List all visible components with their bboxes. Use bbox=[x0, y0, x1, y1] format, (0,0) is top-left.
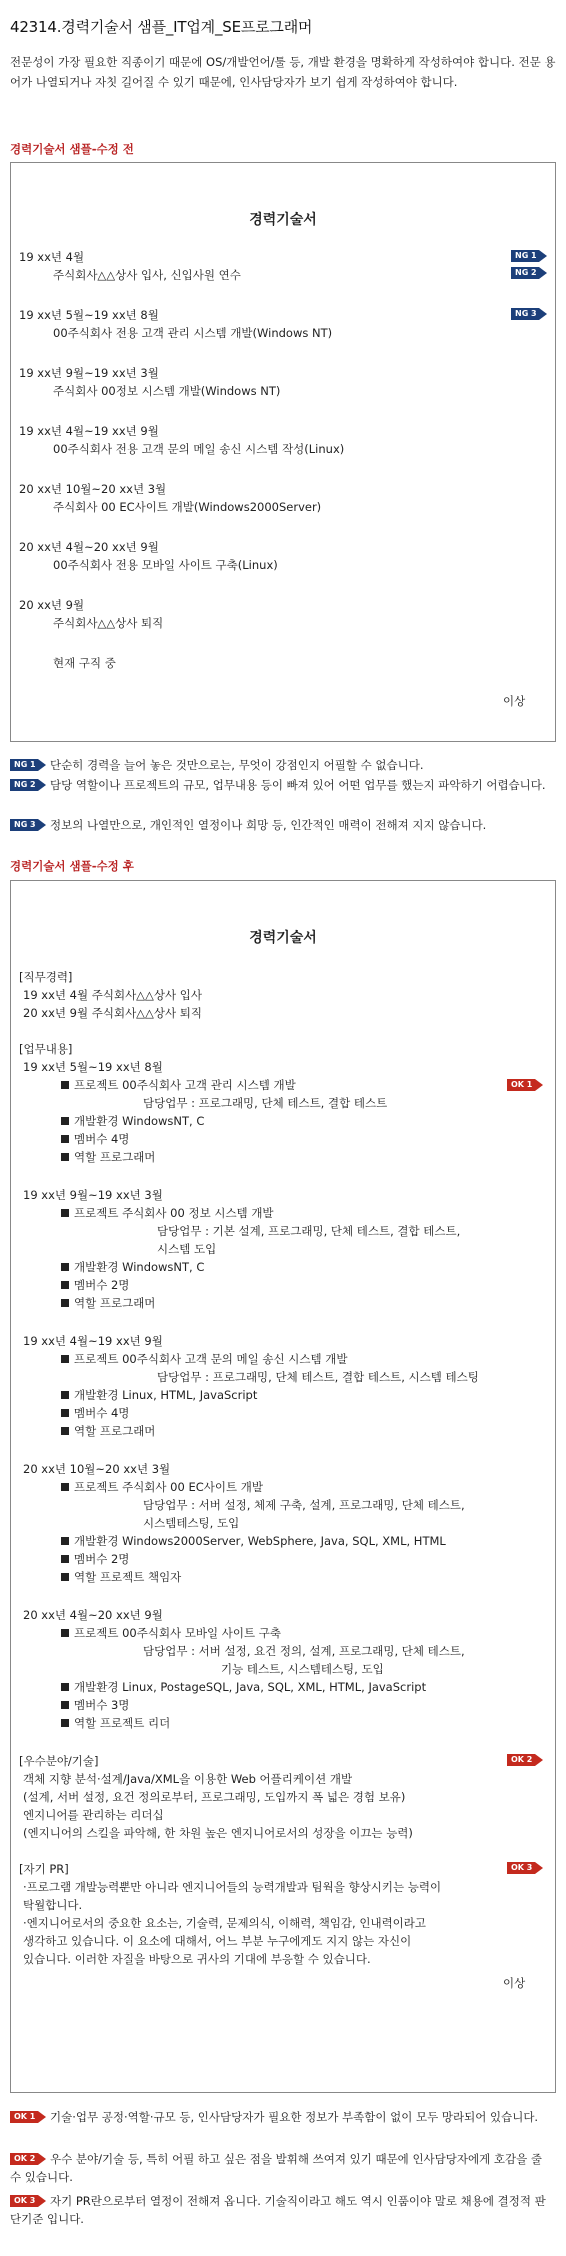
project-4-role bbox=[61, 1569, 181, 1585]
before-desc-3: 주식회사 00정보 시스템 개발(Windows NT) bbox=[53, 384, 281, 398]
before-box bbox=[10, 162, 556, 742]
after-box bbox=[10, 880, 556, 2093]
project-4-env bbox=[61, 1533, 446, 1549]
ng1-badge-label: NG 1 bbox=[515, 251, 537, 260]
before-date-4: 19 xx년 4월~19 xx년 9월 bbox=[19, 424, 159, 438]
project-3-role-text: 역할 프로그래머 bbox=[74, 1424, 156, 1438]
ok1-note-badge bbox=[10, 2111, 46, 2123]
project-2-env bbox=[61, 1259, 204, 1275]
career-label: [직무경력] bbox=[19, 970, 73, 984]
before-box-title: 경력기술서 bbox=[249, 212, 317, 228]
project-1-date: 19 xx년 5월~19 xx년 8월 bbox=[23, 1060, 163, 1074]
project-2-name bbox=[61, 1205, 274, 1221]
ng2-badge-label: NG 2 bbox=[515, 268, 537, 277]
project-1-env bbox=[61, 1113, 204, 1129]
before-desc-4: 00주식회사 전용 고객 문의 메일 송신 시스템 작성(Linux) bbox=[53, 442, 345, 456]
ng-note-2 bbox=[10, 776, 556, 794]
pr-line-3: ·엔지니어로서의 중요한 요소는, 기술력, 문제의식, 이해력, 책임감, 인내력이라고 bbox=[23, 1916, 427, 1930]
bullet-square bbox=[61, 1117, 69, 1125]
bullet-square bbox=[61, 1153, 69, 1161]
intro-text: 전문성이 가장 필요한 직종이기 때문에 OS/개발언어/툴 등, 개발 환경을 명확하게 작성하여야 합니다. 전문 용어가 나열되거나 자칫 길어질 수 있기 때문에, 인사담당자가 보기 쉽게 작성하여야 합니다. bbox=[10, 55, 556, 89]
before-desc-7: 주식회사△△상사 퇴직 bbox=[53, 616, 164, 630]
ng2-note-badge-label: NG 2 bbox=[14, 780, 36, 789]
project-2-name-text: 프로젝트 주식회사 00 정보 시스템 개발 bbox=[74, 1206, 274, 1220]
before-date-1: 19 xx년 4월 bbox=[19, 250, 85, 264]
ok-note-2-text: 우수 분야/기술 등, 특히 어필 하고 싶은 점을 발휘해 쓰여져 있기 때문에 인사담당자에게 호감을 줄 수 있습니다. bbox=[10, 2152, 542, 2184]
before-date-3: 19 xx년 9월~19 xx년 3월 bbox=[19, 366, 159, 380]
specialty-line-1: 객체 지향 분석·설계/Java/XML을 이용한 Web 어플리케이션 개발 bbox=[23, 1772, 353, 1786]
bullet-square bbox=[61, 1483, 69, 1491]
ok2-badge-label: OK 2 bbox=[511, 1755, 533, 1764]
ok3-note-badge-label: OK 3 bbox=[14, 2196, 36, 2205]
project-3-env bbox=[61, 1387, 257, 1403]
project-3-name-text: 프로젝트 00주식회사 고객 문의 메일 송신 시스템 개발 bbox=[74, 1352, 348, 1366]
project-4-name-text: 프로젝트 주식회사 00 EC사이트 개발 bbox=[74, 1480, 263, 1494]
ok-note-3 bbox=[10, 2192, 556, 2228]
project-3-role bbox=[61, 1423, 155, 1439]
project-4-name bbox=[61, 1479, 263, 1495]
ok1-note-badge-label: OK 1 bbox=[14, 2112, 36, 2121]
bullet-square bbox=[61, 1391, 69, 1399]
pr-line-5: 있습니다. 이러한 자질을 바탕으로 귀사의 기대에 부응할 수 있습니다. bbox=[23, 1952, 371, 1966]
ok2-note-badge-label: OK 2 bbox=[14, 2154, 36, 2163]
project-5-name bbox=[61, 1625, 281, 1641]
project-5-role-text: 역할 프로젝트 리더 bbox=[74, 1716, 171, 1730]
after-end: 이상 bbox=[503, 1976, 526, 1990]
ok3-badge bbox=[507, 1862, 543, 1874]
ok1-badge-label: OK 1 bbox=[511, 1080, 533, 1089]
specialty-line-3: 엔지니어를 관리하는 리더십 bbox=[23, 1808, 164, 1822]
project-4-members-text: 멤버수 2명 bbox=[74, 1552, 130, 1566]
bullet-square bbox=[61, 1409, 69, 1417]
project-4-date: 20 xx년 10월~20 xx년 3월 bbox=[23, 1462, 171, 1476]
ng-note-1-text: 단순히 경력을 늘어 놓은 것만으로는, 무엇이 강점인지 어필할 수 없습니다. bbox=[50, 758, 424, 772]
ok3-badge-label: OK 3 bbox=[511, 1863, 533, 1872]
project-3-name bbox=[61, 1351, 348, 1367]
project-3-date: 19 xx년 4월~19 xx년 9월 bbox=[23, 1334, 163, 1348]
bullet-square bbox=[61, 1263, 69, 1271]
after-box-title: 경력기술서 bbox=[249, 930, 317, 946]
pr-line-4: 생각하고 있습니다. 이 요소에 대해서, 어느 부분 누구에게도 지지 않는 자신이 bbox=[23, 1934, 412, 1948]
before-desc-2: 00주식회사 전용 고객 관리 시스템 개발(Windows NT) bbox=[53, 326, 333, 340]
ok3-note-badge bbox=[10, 2195, 46, 2207]
project-5-members bbox=[61, 1697, 129, 1713]
project-4-role-text: 역할 프로젝트 책임자 bbox=[74, 1570, 182, 1584]
ng3-note-badge bbox=[10, 819, 46, 831]
before-current: 현재 구직 중 bbox=[53, 656, 116, 670]
ng-note-1 bbox=[10, 756, 556, 774]
project-5-duty-2: 기능 테스트, 시스템테스팅, 도입 bbox=[221, 1662, 384, 1676]
project-1-duty-1: 담당업무 : 프로그래밍, 단체 테스트, 결합 테스트 bbox=[143, 1096, 388, 1110]
bullet-square bbox=[61, 1537, 69, 1545]
project-1-members-text: 멤버수 4명 bbox=[74, 1132, 130, 1146]
project-5-members-text: 멤버수 3명 bbox=[74, 1698, 130, 1712]
before-date-7: 20 xx년 9월 bbox=[19, 598, 85, 612]
before-heading: 경력기술서 샘플-수정 전 bbox=[10, 142, 134, 156]
pr-line-2: 탁월합니다. bbox=[23, 1898, 83, 1912]
ok2-note-badge bbox=[10, 2153, 46, 2165]
ok2-badge bbox=[507, 1754, 543, 1766]
ng-note-3 bbox=[10, 816, 556, 834]
ng2-badge bbox=[511, 267, 547, 279]
bullet-square bbox=[61, 1701, 69, 1709]
ng3-badge-label: NG 3 bbox=[515, 309, 537, 318]
ng3-note-badge-label: NG 3 bbox=[14, 820, 36, 829]
project-1-role-text: 역할 프로그래머 bbox=[74, 1150, 156, 1164]
specialty-line-2: (설계, 서버 설정, 요건 정의로부터, 프로그래밍, 도입까지 폭 넓은 경험 보유) bbox=[23, 1790, 406, 1804]
project-3-members-text: 멤버수 4명 bbox=[74, 1406, 130, 1420]
project-5-env-text: 개발환경 Linux, PostageSQL, Java, SQL, XML, HTML, JavaScript bbox=[74, 1680, 427, 1694]
project-2-duty-2: 시스템 도입 bbox=[157, 1242, 217, 1256]
project-2-members bbox=[61, 1277, 129, 1293]
before-date-5: 20 xx년 10월~20 xx년 3월 bbox=[19, 482, 167, 496]
project-5-duty-1: 담당업무 : 서버 설정, 요건 정의, 설계, 프로그래밍, 단체 테스트, bbox=[143, 1644, 465, 1658]
bullet-square bbox=[61, 1683, 69, 1691]
ok1-badge bbox=[507, 1079, 543, 1091]
project-2-date: 19 xx년 9월~19 xx년 3월 bbox=[23, 1188, 163, 1202]
before-desc-1: 주식회사△△상사 입사, 신입사원 연수 bbox=[53, 268, 241, 282]
bullet-square bbox=[61, 1299, 69, 1307]
project-4-duty-2: 시스템테스팅, 도입 bbox=[143, 1516, 240, 1530]
ng1-note-badge bbox=[10, 759, 46, 771]
ng1-badge bbox=[511, 250, 547, 262]
ng-note-3-text: 정보의 나열만으로, 개인적인 열정이나 희망 등, 인간적인 매력이 전해져 지지 않습니다. bbox=[50, 818, 487, 832]
bullet-square bbox=[61, 1573, 69, 1581]
ng3-badge bbox=[511, 308, 547, 320]
project-4-duty-1: 담당업무 : 서버 설정, 체제 구축, 설계, 프로그래밍, 단체 테스트, bbox=[143, 1498, 465, 1512]
ok-note-1 bbox=[10, 2108, 556, 2126]
project-3-env-text: 개발환경 Linux, HTML, JavaScript bbox=[74, 1388, 258, 1402]
bullet-square bbox=[61, 1209, 69, 1217]
project-3-members bbox=[61, 1405, 129, 1421]
project-2-members-text: 멤버수 2명 bbox=[74, 1278, 130, 1292]
pr-label: [자기 PR] bbox=[19, 1862, 69, 1876]
after-heading: 경력기술서 샘플-수정 후 bbox=[10, 859, 134, 873]
ok-note-2 bbox=[10, 2150, 556, 2186]
ng1-note-badge-label: NG 1 bbox=[14, 760, 36, 769]
project-2-role bbox=[61, 1295, 155, 1311]
bullet-square bbox=[61, 1135, 69, 1143]
ng2-note-badge bbox=[10, 779, 46, 791]
work-label: [업무내용] bbox=[19, 1042, 73, 1056]
before-desc-6: 00주식회사 전용 모바일 사이트 구축(Linux) bbox=[53, 558, 278, 572]
project-4-env-text: 개발환경 Windows2000Server, WebSphere, Java, SQL, XML, HTML bbox=[74, 1534, 446, 1548]
project-5-role bbox=[61, 1715, 170, 1731]
project-1-env-text: 개발환경 WindowsNT, C bbox=[74, 1114, 205, 1128]
pr-line-1: ·프로그램 개발능력뿐만 아니라 엔지니어들의 능력개발과 팀웍을 향상시키는 능력이 bbox=[23, 1880, 442, 1894]
before-desc-5: 주식회사 00 EC사이트 개발(Windows2000Server) bbox=[53, 500, 322, 514]
project-2-duty-1: 담당업무 : 기본 설계, 프로그래밍, 단체 테스트, 결합 테스트, bbox=[157, 1224, 461, 1238]
bullet-square bbox=[61, 1355, 69, 1363]
bullet-square bbox=[61, 1427, 69, 1435]
before-date-2: 19 xx년 5월~19 xx년 8월 bbox=[19, 308, 159, 322]
bullet-square bbox=[61, 1081, 69, 1089]
specialty-line-4: (엔지니어의 스킬을 파악해, 한 차원 높은 엔지니어로서의 성장을 이끄는 능력) bbox=[23, 1826, 413, 1840]
project-5-env bbox=[61, 1679, 426, 1695]
project-1-members bbox=[61, 1131, 129, 1147]
project-1-name-text: 프로젝트 00주식회사 고객 관리 시스템 개발 bbox=[74, 1078, 296, 1092]
project-4-members bbox=[61, 1551, 129, 1567]
specialty-label: [우수분야/기술] bbox=[19, 1754, 99, 1768]
project-5-date: 20 xx년 4월~20 xx년 9월 bbox=[23, 1608, 163, 1622]
project-3-duty-1: 담당업무 : 프로그래밍, 단체 테스트, 결합 테스트, 시스템 테스팅 bbox=[157, 1370, 479, 1384]
ng-note-2-text: 담당 역할이나 프로젝트의 규모, 업무내용 등이 빠져 있어 어떤 업무를 했는지 파악하기 어렵습니다. bbox=[50, 778, 546, 792]
ok-note-3-text: 자기 PR란으로부터 열정이 전해져 옵니다. 기술직이라고 해도 역시 인품이야 말로 채용에 결정적 판단기준 입니다. bbox=[10, 2194, 546, 2226]
career-line-2: 20 xx년 9월 주식회사△△상사 퇴직 bbox=[23, 1006, 202, 1020]
bullet-square bbox=[61, 1555, 69, 1563]
project-1-name bbox=[61, 1077, 296, 1093]
before-date-6: 20 xx년 4월~20 xx년 9월 bbox=[19, 540, 159, 554]
before-end: 이상 bbox=[503, 694, 526, 708]
page-title: 42314.경력기술서 샘플_IT업계_SE프로그래머 bbox=[10, 18, 313, 36]
career-line-1: 19 xx년 4월 주식회사△△상사 입사 bbox=[23, 988, 202, 1002]
project-2-env-text: 개발환경 WindowsNT, C bbox=[74, 1260, 205, 1274]
bullet-square bbox=[61, 1629, 69, 1637]
bullet-square bbox=[61, 1719, 69, 1727]
ok-note-1-text: 기술·업무 공정·역할·규모 등, 인사담당자가 필요한 정보가 부족함이 없이 모두 망라되어 있습니다. bbox=[50, 2110, 539, 2124]
project-1-role bbox=[61, 1149, 155, 1165]
bullet-square bbox=[61, 1281, 69, 1289]
project-2-role-text: 역할 프로그래머 bbox=[74, 1296, 156, 1310]
project-5-name-text: 프로젝트 00주식회사 모바일 사이트 구축 bbox=[74, 1626, 281, 1640]
